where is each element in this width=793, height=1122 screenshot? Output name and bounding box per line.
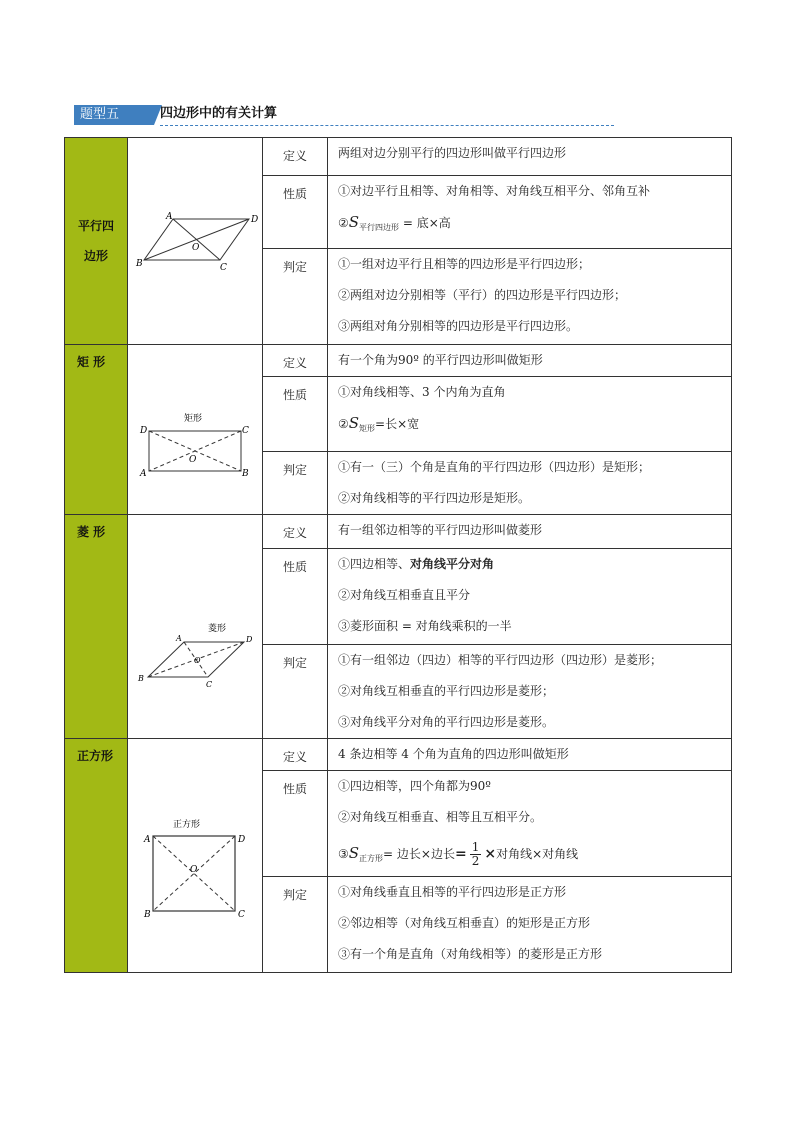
definition-cell: 有一个角为90º 的平行四边形叫做矩形	[328, 345, 732, 377]
vertex-label: O	[190, 865, 198, 875]
vertex-label: A	[144, 835, 151, 845]
rectangle-figure	[128, 345, 263, 515]
vertex-label: O	[194, 656, 201, 665]
label-judgement: 判定	[263, 452, 328, 515]
judgement-cell: ①有一组邻边（四边）相等的平行四边形（四边形）是菱形； ②对角线互相垂直的平行四边形是菱形； ③对角线平分对角的平行四边形是菱形。	[328, 645, 732, 739]
vertex-label: D	[251, 215, 259, 225]
table-row	[65, 138, 732, 176]
vertex-label: B	[144, 910, 151, 920]
figure-caption: 矩形	[184, 414, 203, 424]
vertex-label: A	[166, 212, 173, 222]
fraction: $\frac{1}{2}$	[471, 840, 480, 868]
rhombus-figure	[128, 515, 263, 739]
label-definition: 定义	[263, 515, 328, 549]
definition-cell: 有一组邻边相等的平行四边形叫做菱形	[328, 515, 732, 549]
quadrilateral-table	[64, 137, 732, 973]
table-row	[65, 515, 732, 549]
vertex-label: B	[136, 259, 143, 269]
vertex-label: D	[238, 835, 246, 845]
label-property: 性质	[263, 377, 328, 452]
table-row	[65, 345, 732, 377]
category-rectangle: 矩 形	[65, 345, 128, 515]
vertex-label: O	[192, 243, 200, 253]
label-property: 性质	[263, 549, 328, 645]
figure-caption: 菱形	[208, 624, 227, 634]
vertex-label: C	[238, 910, 245, 920]
label-judgement: 判定	[263, 645, 328, 739]
judgement-cell: ①有一（三）个角是直角的平行四边形（四边形）是矩形； ②对角线相等的平行四边形是矩形。	[328, 452, 732, 515]
judgement-cell: ①一组对边平行且相等的四边形是平行四边形； ②两组对边分别相等（平行）的四边形是平行四边形； ③两组对角分别相等的四边形是平行四边形。	[328, 249, 732, 345]
vertex-label: O	[189, 455, 197, 465]
property-cell: ①四边相等、对角线平分对角 ②对角线互相垂直且平分 ③菱形面积 = 对角线乘积的一半	[328, 549, 732, 645]
category-rhombus: 菱 形	[65, 515, 128, 739]
definition-cell: 4 条边相等 4 个角为直角的四边形叫做矩形	[328, 739, 732, 771]
figure-caption: 正方形	[173, 820, 201, 830]
label-judgement: 判定	[263, 249, 328, 345]
property-cell: ①对角线相等、3 个内角为直角 $②S_{矩形}=$长×宽	[328, 377, 732, 452]
label-property: 性质	[263, 771, 328, 877]
property-cell: ①对边平行且相等、对角相等、对角线互相平分、邻角互补 $②S_{平行四边形}$ = 底×高	[328, 176, 732, 249]
vertex-label: B	[242, 469, 249, 479]
category-square: 正方形	[65, 739, 128, 973]
vertex-label: B	[138, 674, 144, 683]
property-cell: ①四边相等，四个角都为90º ②对角线互相垂直、相等且互相平分。 $③S_{正方形}=$ 边长×边长= $\frac{1}{2}$ ×对角线×对角线	[328, 771, 732, 877]
label-definition: 定义	[263, 739, 328, 771]
label-property: 性质	[263, 176, 328, 249]
vertex-label: D	[140, 426, 148, 436]
vertex-label: A	[176, 634, 182, 643]
type-badge: 题型五	[74, 105, 154, 125]
vertex-label: C	[220, 263, 227, 273]
label-judgement: 判定	[263, 877, 328, 973]
section-title: 四边形中的有关计算	[160, 106, 278, 121]
vertex-label: C	[242, 426, 249, 436]
label-definition: 定义	[263, 138, 328, 176]
category-parallelogram: 平行四 边形	[65, 138, 128, 345]
table-row	[65, 739, 732, 771]
vertex-label: D	[246, 635, 253, 644]
vertex-label: C	[206, 680, 213, 689]
heading-divider	[160, 125, 614, 126]
square-figure	[128, 739, 263, 973]
section-heading	[74, 102, 614, 126]
label-definition: 定义	[263, 345, 328, 377]
judgement-cell: ①对角线垂直且相等的平行四边形是正方形 ②邻边相等（对角线互相垂直）的矩形是正方形 ③有一个角是直角（对角线相等）的菱形是正方形	[328, 877, 732, 973]
definition-cell: 两组对边分别平行的四边形叫做平行四边形	[328, 138, 732, 176]
parallelogram-figure	[128, 138, 263, 345]
vertex-label: A	[140, 469, 147, 479]
